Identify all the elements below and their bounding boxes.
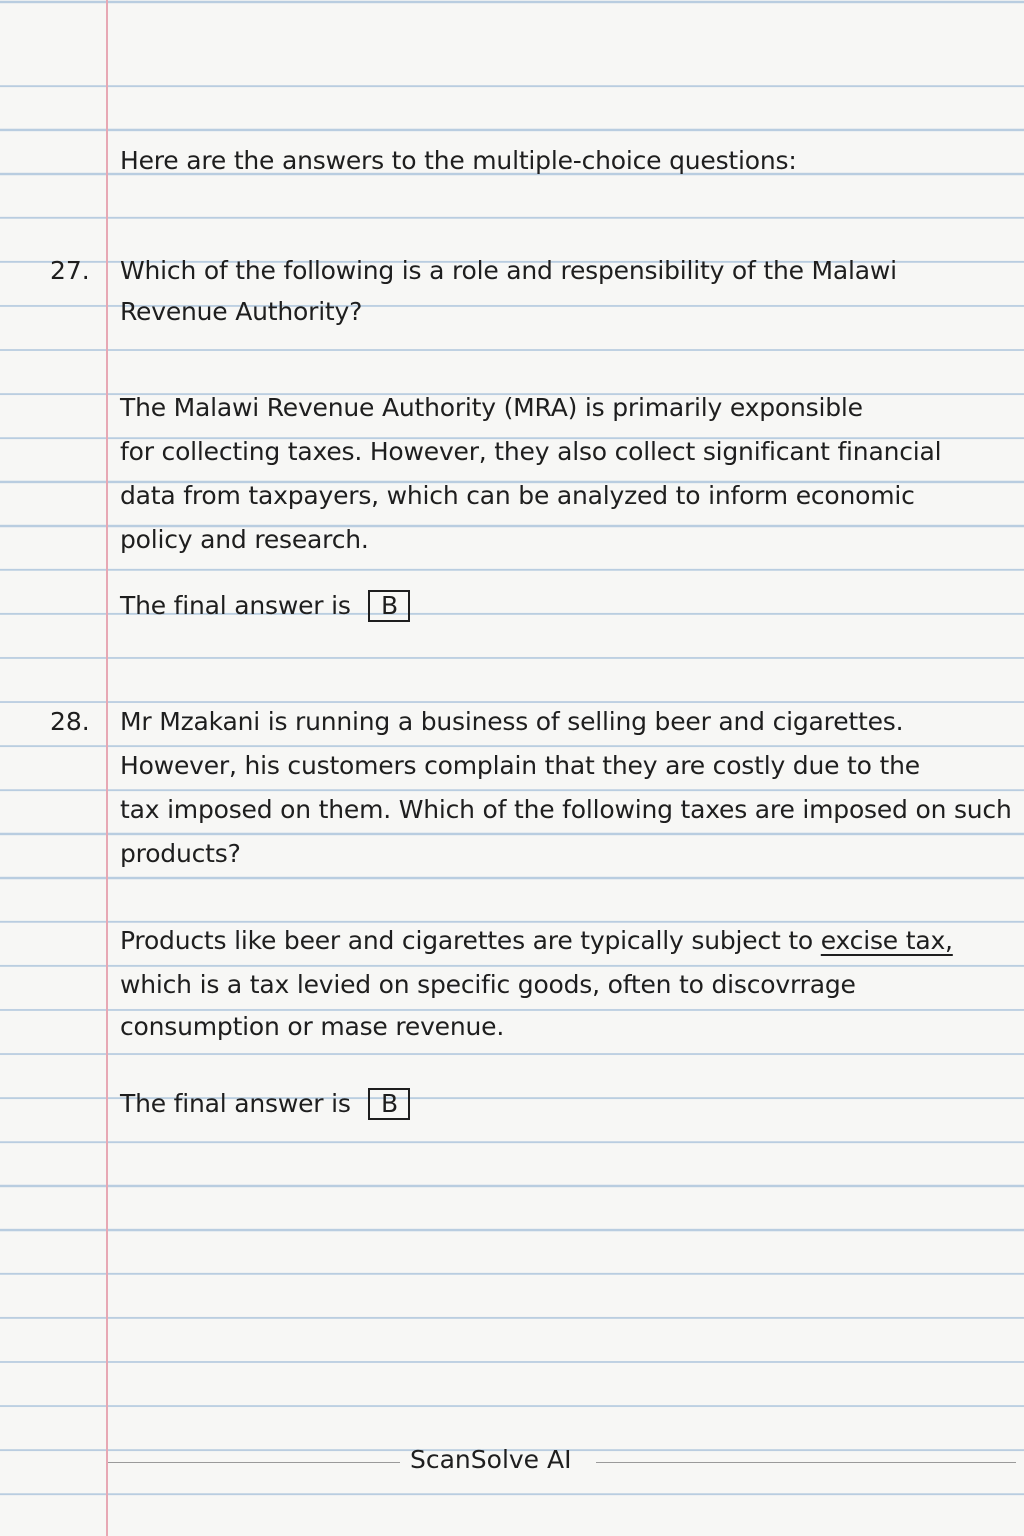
answer-28-line-1-text: Products like beer and cigarettes are typically subject to: [120, 926, 814, 955]
intro-text: Here are the answers to the multiple-choice questions:: [120, 146, 797, 175]
excise-tax-underlined: excise tax,: [820, 926, 953, 955]
answer-28-line-3: consumption or mase revenue.: [120, 1012, 505, 1041]
answer-28-line-1: [120, 926, 953, 956]
final-answer-28: [120, 1088, 410, 1120]
question-28-line-3: tax imposed on them. Which of the following taxes are imposed on such: [120, 795, 1012, 824]
question-27-line-2: Revenue Authority?: [120, 297, 363, 326]
footer-signature: ScanSolve AI: [410, 1445, 572, 1474]
answer-28-line-2: which is a tax levied on specific goods, often to discovrrage: [120, 970, 856, 999]
answer-27-line-1: The Malawi Revenue Authority (MRA) is primarily exponsible: [120, 393, 863, 422]
question-28-line-2: However, his customers complain that they are costly due to the: [120, 751, 920, 780]
final-answer-27: [120, 590, 410, 622]
final-answer-28-label: The final answer is: [120, 1089, 351, 1118]
footer-rule-left: [108, 1462, 400, 1463]
answer-27-line-2: for collecting taxes. However, they also collect significant financial: [120, 437, 942, 466]
question-27-number: 27.: [50, 256, 90, 285]
final-answer-27-box: B: [368, 590, 410, 622]
final-answer-28-box: B: [368, 1088, 410, 1120]
question-28-number: 28.: [50, 707, 90, 736]
final-answer-27-label: The final answer is: [120, 591, 351, 620]
question-28-line-1: Mr Mzakani is running a business of selling beer and cigarettes.: [120, 707, 904, 736]
answer-27-line-3: data from taxpayers, which can be analyzed to inform economic: [120, 481, 915, 510]
footer-rule-right: [596, 1462, 1016, 1463]
answer-27-line-4: policy and research.: [120, 525, 369, 554]
question-28-line-4: products?: [120, 839, 241, 868]
margin-line: [106, 0, 108, 1536]
question-27-line-1: Which of the following is a role and respensibility of the Malawi: [120, 256, 897, 285]
